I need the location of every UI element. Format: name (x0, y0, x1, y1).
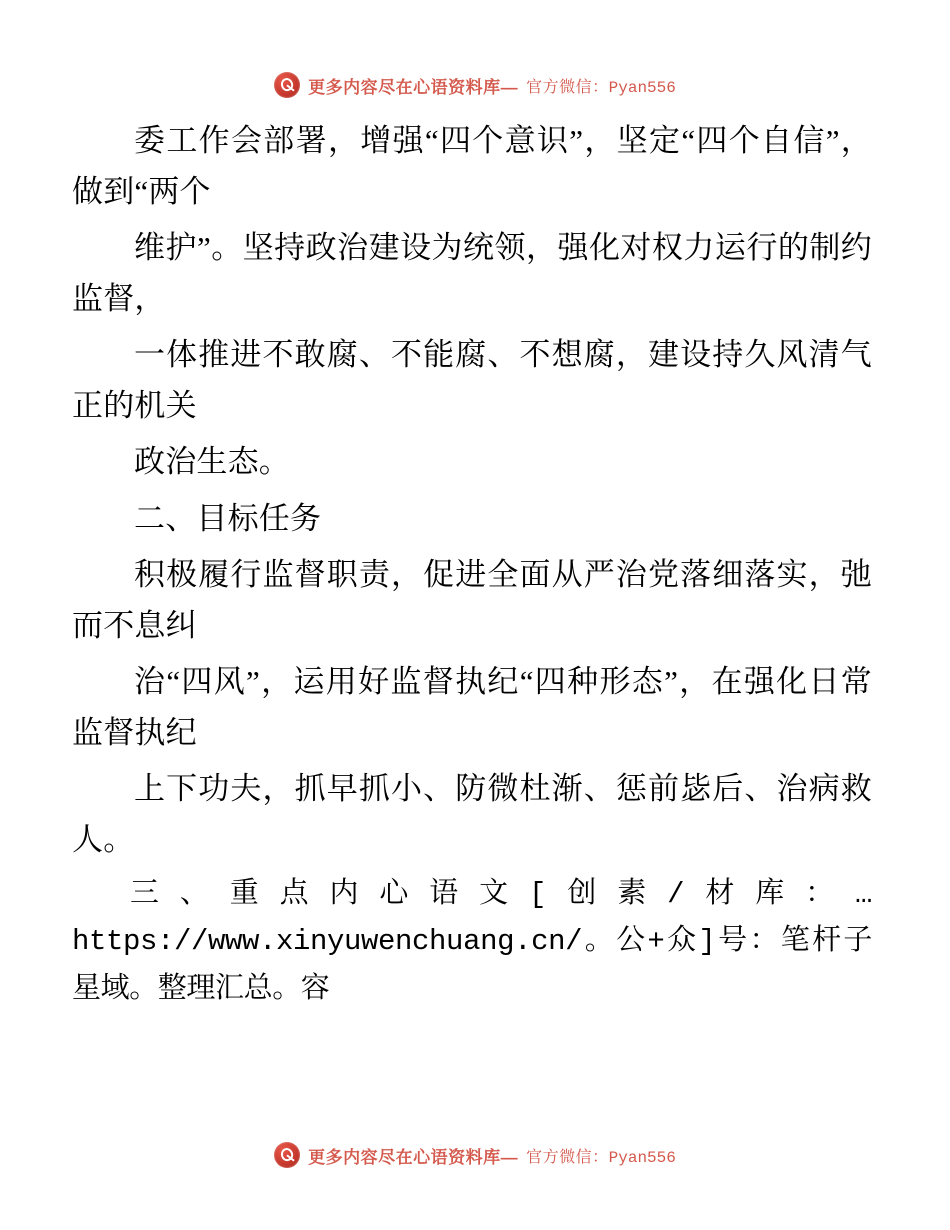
seal-stamp-icon (274, 1142, 300, 1168)
watermark-headline: 更多内容尽在心语资料库— (308, 1147, 519, 1167)
paragraph-6: 积极履行监督职责，促进全面从严治党落细落实，弛而不息纠 (72, 557, 872, 643)
paragraph-9-source-note: 三、重点内心语文[创素/材库：…https://www.xinyuwenchuang.cn/。公+众]号：笔杆子星域。整理汇总。容 (72, 878, 872, 1006)
paragraph-4: 政治生态。 (134, 444, 290, 480)
watermark-banner-top (0, 72, 950, 98)
document-body (0, 116, 950, 1142)
watermark-contact (526, 1144, 676, 1167)
watermark-headline: 更多内容尽在心语资料库— (308, 77, 519, 97)
watermark-contact (526, 74, 676, 97)
paragraph-3: 一体推进不敢腐、不能腐、不想腐，建设持久风清气正的机关 (72, 337, 872, 423)
paragraph-2: 维护”。坚持政治建设为统领，强化对权力运行的制约监督， (72, 230, 872, 316)
watermark-contact-label: 官方微信： (526, 1148, 609, 1166)
watermark-banner-bottom (0, 1142, 950, 1168)
paragraph-7: 治“四风”，运用好监督执纪“四种形态”，在强化日常监督执纪 (72, 664, 872, 750)
watermark-contact-label: 官方微信： (526, 78, 609, 96)
paragraph-5-heading: 二、目标任务 (134, 500, 322, 536)
paragraph-1: 委工作会部署，增强“四个意识”，坚定“四个自信”，做到“两个 (72, 123, 872, 209)
paragraph-8: 上下功夫，抓早抓小、防微杜渐、惩前毖后、治病救人。 (72, 771, 872, 857)
watermark-contact-id: Pyan556 (608, 1148, 676, 1167)
watermark-contact-id: Pyan556 (608, 78, 676, 97)
seal-stamp-icon (274, 72, 300, 98)
